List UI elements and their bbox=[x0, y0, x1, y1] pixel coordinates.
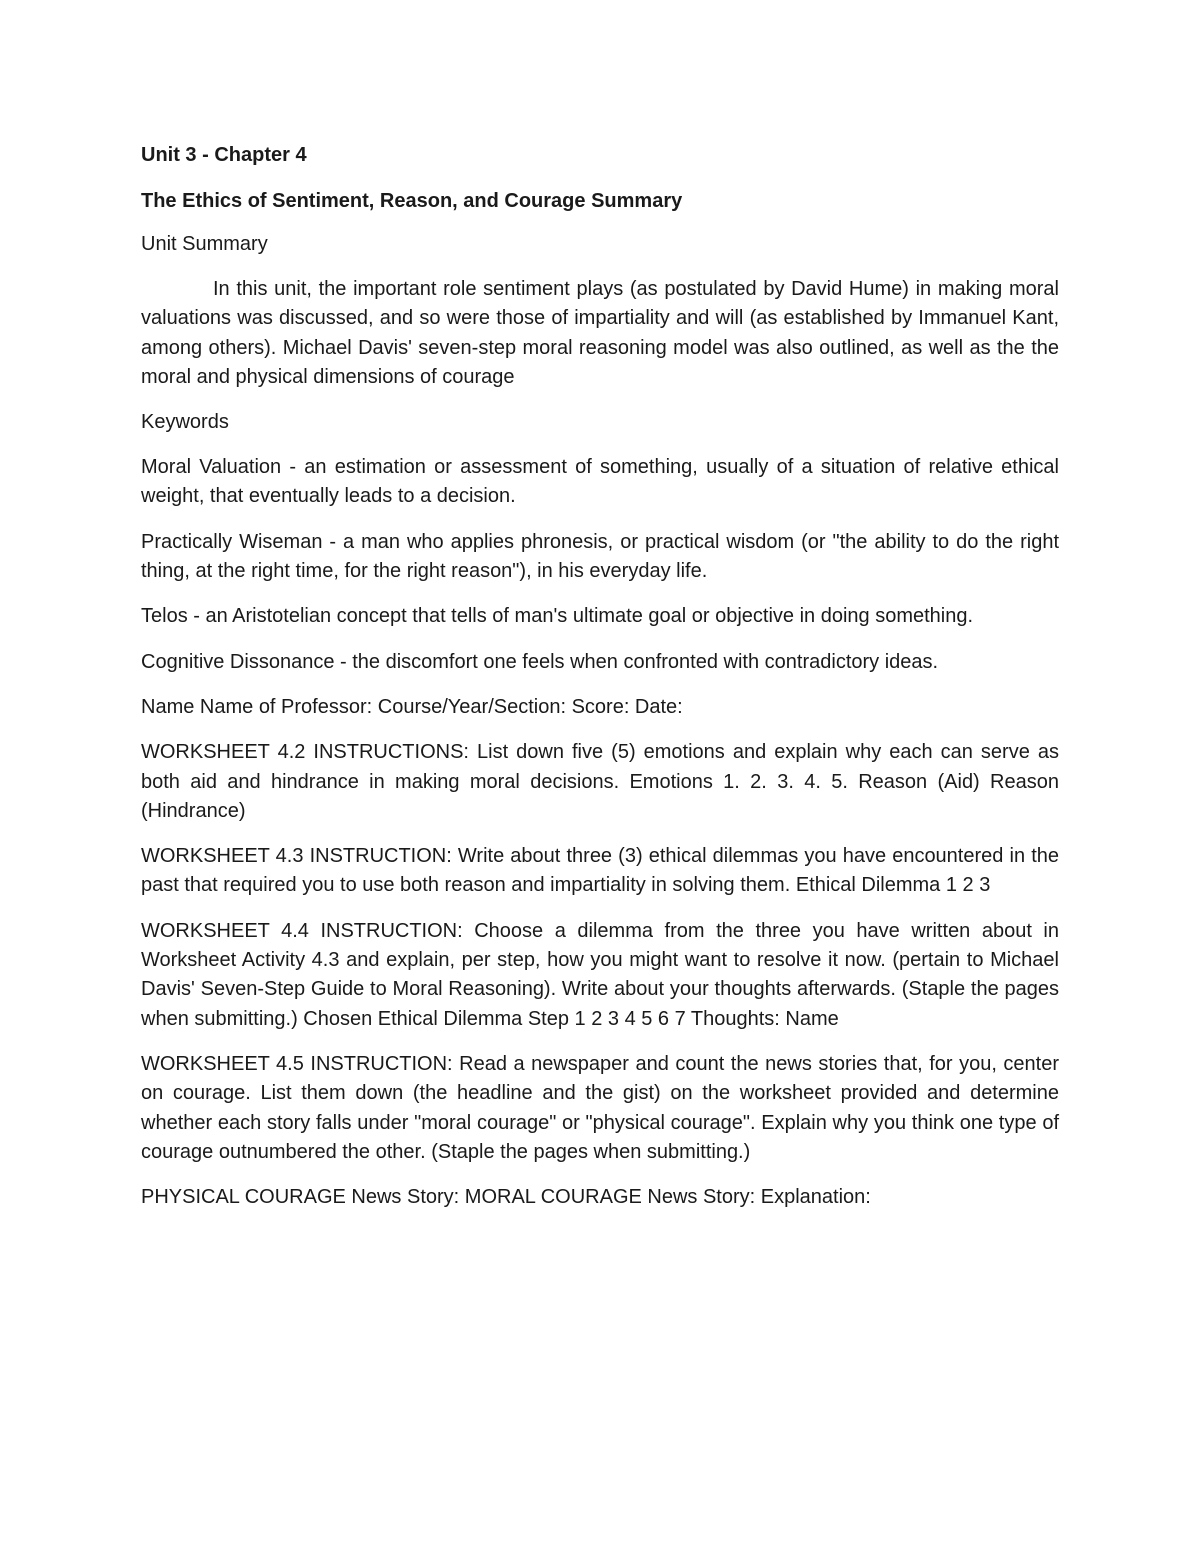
keyword-moral-valuation: Moral Valuation - an estimation or assessment of something, usually of a situation of relative ethical weight, that eventually leads to a decision. bbox=[141, 456, 1059, 508]
keywords-label: Keywords bbox=[141, 411, 229, 434]
unit-summary-label: Unit Summary bbox=[141, 233, 268, 255]
worksheet-4-5: WORKSHEET 4.5 INSTRUCTION: Read a newspaper and count the news stories that, for you, center on courage. List them down (the headline and the gist) on the worksheet provided and determine whether each story falls under "moral courage" or "physical courage". Explain why you think one type of courage outnumbered the other. (Staple the pages when submitting.) bbox=[141, 1052, 1059, 1163]
unit-heading: Unit 3 - Chapter 4 bbox=[141, 144, 307, 166]
keyword-cognitive-dissonance: Cognitive Dissonance - the discomfort one feels when confronted with contradictory ideas. bbox=[141, 650, 939, 673]
document-title: The Ethics of Sentiment, Reason, and Courage Summary bbox=[141, 190, 683, 212]
keyword-practically-wiseman: Practically Wiseman - a man who applies phronesis, or practical wisdom (or "the ability to do the right thing, at the right time, for the right reason"), in his everyday life. bbox=[141, 530, 1059, 583]
document-page bbox=[141, 142, 1059, 1228]
keyword-telos: Telos - an Aristotelian concept that tells of man's ultimate goal or objective in doing something. bbox=[141, 605, 974, 628]
worksheet-4-4: WORKSHEET 4.4 INSTRUCTION: Choose a dilemma from the three you have written about in Worksheet Activity 4.3 and explain, per step, how you might want to resolve it now. (pertain to Michael Davis' Seven-Step Guide to Moral Reasoning). Write about your thoughts afterwards. (Staple the pages when submitting.) Chosen Ethical Dilemma Step 1 2 3 4 5 6 7 Thoughts: Name bbox=[141, 919, 1059, 1030]
unit-summary-text: In this unit, the important role sentiment plays (as postulated by David Hume) in making moral valuations was discussed, and so were those of impartiality and will (as established by Immanuel Kant, among others). Michael Davis' seven-step moral reasoning model was also outlined, as well as the the moral and physical dimensions of courage bbox=[141, 278, 1059, 388]
footer-fields: PHYSICAL COURAGE News Story: MORAL COURAGE News Story: Explanation: bbox=[141, 1186, 871, 1209]
worksheet-4-2: WORKSHEET 4.2 INSTRUCTIONS: List down five (5) emotions and explain why each can serve as both aid and hindrance in making moral decisions. Emotions 1. 2. 3. 4. 5. Reason (Aid) Reason (Hindrance) bbox=[141, 741, 1059, 822]
header-fields: Name Name of Professor: Course/Year/Section: Score: Date: bbox=[141, 695, 683, 718]
worksheet-4-3: WORKSHEET 4.3 INSTRUCTION: Write about three (3) ethical dilemmas you have encountered in the past that required you to use both reason and impartiality in solving them. Ethical Dilemma 1 2 3 bbox=[141, 845, 1059, 897]
